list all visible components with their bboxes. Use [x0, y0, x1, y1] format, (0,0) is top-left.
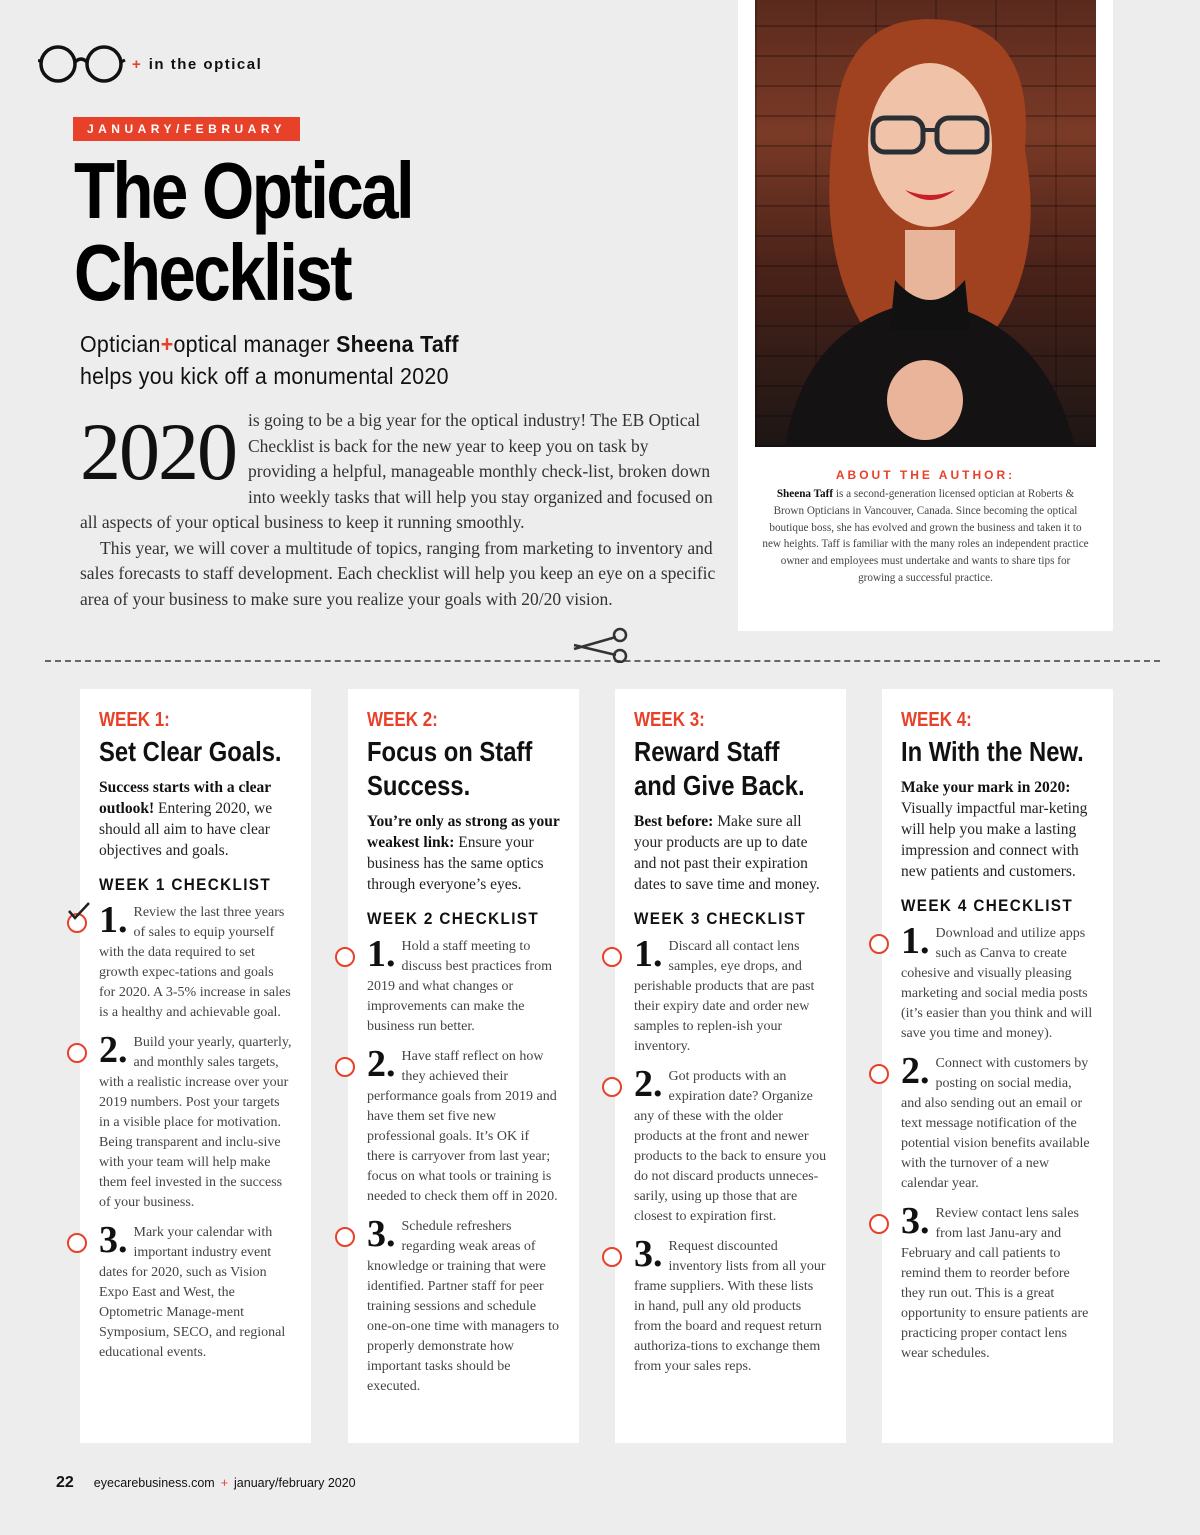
week-intro: [634, 811, 827, 895]
week-title: Focus on Staff Success.: [367, 736, 533, 801]
checkbox[interactable]: [335, 947, 355, 967]
checkbox[interactable]: [67, 1233, 87, 1253]
item-text: Connect with customers by posting on social media, and also sending out an email or text message notification of the potential vision benefits available with the turnover of a new calendar year.: [901, 1056, 1090, 1191]
author-bio-text: is a second-generation licensed optician at Roberts & Brown Opticians in Vancouver, Canada. Since becoming the optical boutique boss, she has evolved and grown the business and taken it to new heights. Taff is familiar with the many roles an independent practice owner and employees must undertake and wants to share tips for growing a successful practice.: [762, 488, 1089, 584]
checklist-heading: WEEK 2 CHECKLIST: [367, 909, 540, 928]
checklist-item: [634, 933, 827, 1057]
week-label: WEEK 2:: [367, 709, 438, 731]
checklist-item: [99, 1029, 292, 1213]
item-number: 1 .: [99, 905, 128, 935]
week-intro: [901, 777, 1094, 882]
checklist-item: [367, 1213, 560, 1397]
checklist-item: [901, 920, 1094, 1044]
item-text: Review contact lens sales from last Janu-ary and February and call patients to remind them to reorder before they run out. This is a great opportunity to ensure patients are practicing proper contact lens wear schedules.: [901, 1206, 1089, 1361]
subtitle-line-1: [80, 328, 508, 360]
item-number: 1 .: [634, 939, 663, 969]
intro-paragraph-2: This year, we will cover a multitude of topics, ranging from marketing to inventory and sales forecasts to staff development. Each checklist will help you keep an eye on a specific area of your business to make sure you realize your goals with 20/20 vision.: [80, 537, 716, 609]
checkbox[interactable]: [869, 934, 889, 954]
item-number: 2 .: [367, 1049, 396, 1079]
item-text: Have staff reflect on how they achieved their performance goals from 2019 and have them set five new professional goals. It’s OK if there is carryover from last year; focus on what tools or training is needed to check them off in 2020.: [367, 1049, 558, 1204]
item-number: 2 .: [901, 1056, 930, 1086]
week-card-2: [348, 689, 579, 1443]
scissors-icon: [572, 627, 630, 663]
week-intro-rest: Visually impactful mar-keting will help you make a lasting impression and connect with new patients and customers.: [901, 800, 1088, 880]
checkbox[interactable]: [602, 947, 622, 967]
checklist: [99, 899, 292, 1363]
checklist-item: [99, 899, 292, 1023]
week-title: Set Clear Goals.: [99, 736, 282, 767]
author-bio: [762, 486, 1089, 587]
footer-site[interactable]: eyecarebusiness.com: [93, 1476, 215, 1490]
week-card-3: [615, 689, 846, 1443]
glasses-icon: [38, 44, 126, 84]
checkbox[interactable]: [335, 1057, 355, 1077]
week-intro-rest: Make sure all your products are up to date and not past their expiration dates to save time and money.: [634, 813, 820, 893]
checkbox[interactable]: [869, 1214, 889, 1234]
week-intro: [367, 811, 560, 895]
checklist-heading: WEEK 4 CHECKLIST: [901, 896, 1074, 915]
dropcap-year: 2020: [80, 406, 236, 497]
item-text: Build your yearly, quarterly, and monthly sales targets, with a realistic increase over your 2019 numbers. Post your targets in a visible place for motivation. Being transparent and inclu-sive with your team will help make them feel invested in the success of your business.: [99, 1035, 292, 1210]
subtitle-pre: Optician: [80, 331, 161, 357]
checklist-heading: WEEK 3 CHECKLIST: [634, 909, 807, 928]
week-card-1: [80, 689, 311, 1443]
week-intro-bold: Make your mark in 2020:: [901, 779, 1071, 796]
intro-text: [80, 408, 720, 612]
page-title: [74, 146, 494, 317]
subtitle-mid: optical manager: [173, 331, 330, 357]
item-number: 2 .: [634, 1069, 663, 1099]
author-name-highlight: Sheena Taff: [336, 331, 459, 357]
item-number: 1 .: [901, 926, 930, 956]
item-number: 1 .: [367, 939, 396, 969]
item-text: Request discounted inventory lists from all your frame suppliers. With these lists in hand, pull any old products from the board and request return authoriza-tions to exchange them from your sales reps.: [634, 1239, 826, 1374]
week-label: WEEK 1:: [99, 709, 170, 731]
checklist: [634, 933, 827, 1377]
item-number: 3 .: [367, 1219, 396, 1249]
week-label: WEEK 3:: [634, 709, 705, 731]
section-header: [38, 44, 262, 84]
plus-separator: +: [132, 55, 141, 73]
checkbox[interactable]: [67, 1043, 87, 1063]
item-text: Got products with an expiration date? Organize any of these with the older products at the front and newer products to the back to ensure you do not discard products unneces-sarily, using up those that are closest to expiration first.: [634, 1069, 827, 1224]
checkbox[interactable]: [869, 1064, 889, 1084]
checkbox[interactable]: [602, 1077, 622, 1097]
item-text: Review the last three years of sales to equip yourself with the data required to set growth expec-tations and goals for 2020. A 3-5% increase in sales is a healthy and achievable goal.: [99, 905, 291, 1020]
intro-p1-text: is going to be a big year for the optical industry! The EB Optical Checklist is back for the new year to keep you on task by providing a helpful, manageable monthly check-list, broken down into weekly tasks that will help you stay organized and focused on all aspects of your optical business to keep it running smoothly.: [80, 410, 713, 532]
checklist: [901, 920, 1094, 1364]
checkbox[interactable]: [602, 1247, 622, 1267]
intro-paragraph-1: [80, 408, 720, 536]
week-title: Reward Staff and Give Back.: [634, 736, 805, 801]
subtitle-line-2: helps you kick off a monumental 2020: [80, 363, 449, 389]
plus-separator: +: [160, 331, 174, 357]
checklist-item: [901, 1050, 1094, 1194]
page-number: 22: [56, 1474, 74, 1491]
checkbox[interactable]: [335, 1227, 355, 1247]
author-photo: [755, 0, 1096, 447]
author-heading: ABOUT THE AUTHOR:: [835, 468, 1016, 482]
item-text: Discard all contact lens samples, eye drops, and perishable products that are past their expiry date and order new samples to replen-ish your inventory.: [634, 939, 815, 1054]
week-card-4: [882, 689, 1113, 1443]
item-text: Schedule refreshers regarding weak areas of knowledge or training that were identified. Partner staff for peer training sessions and schedule one-on-one time with managers to properly demonstrate how important tasks should be executed.: [367, 1219, 560, 1394]
page-footer: [56, 1474, 356, 1492]
item-number: 2 .: [99, 1035, 128, 1065]
title-line-1: The Optical: [74, 146, 413, 235]
week-intro: [99, 777, 292, 861]
subtitle: [80, 328, 508, 392]
week-title: In With the New.: [901, 736, 1084, 767]
checklist-item: [634, 1063, 827, 1227]
item-number: 3 .: [901, 1206, 930, 1236]
checklist: [367, 933, 560, 1397]
item-number: 3 .: [99, 1225, 128, 1255]
item-text: Download and utilize apps such as Canva to create cohesive and visually pleasing marketing and social media posts (it’s easier than you think and will save you time and money).: [901, 926, 1093, 1041]
item-text: Mark your calendar with important industry event dates for 2020, such as Vision Expo East and West, the Optometric Manage-ment Symposium, SECO, and regional educational events.: [99, 1225, 286, 1360]
checklist-item: [901, 1200, 1094, 1364]
week-intro-rest: Ensure your business has the same optics through everyone’s eyes.: [367, 834, 544, 893]
title-line-2: Checklist: [74, 228, 351, 317]
plus-separator: +: [220, 1476, 229, 1490]
item-number: 3 .: [634, 1239, 663, 1269]
author-name: Sheena Taff: [776, 488, 834, 500]
item-text: Hold a staff meeting to discuss best practices from 2019 and what changes or improvements can make the business run better.: [367, 939, 552, 1034]
week-intro-rest: Entering 2020, we should all aim to have clear objectives and goals.: [99, 800, 273, 859]
author-box: [738, 0, 1113, 631]
week-intro-bold: Success starts with a clear outlook!: [99, 779, 271, 817]
checklist-item: [634, 1233, 827, 1377]
checklist-item: [367, 933, 560, 1037]
checklist-item: [367, 1043, 560, 1207]
week-intro-bold: Best before:: [634, 813, 714, 830]
checklist-heading: WEEK 1 CHECKLIST: [99, 875, 272, 894]
section-label: in the optical: [148, 55, 263, 73]
footer-issue: january/february 2020: [234, 1476, 356, 1490]
week-label: WEEK 4:: [901, 709, 972, 731]
issue-tag: JANUARY/FEBRUARY: [73, 117, 300, 141]
week-intro-bold: You’re only as strong as your weakest link:: [367, 813, 560, 851]
checkmark-icon: [65, 901, 91, 921]
checklist-item: [99, 1219, 292, 1363]
